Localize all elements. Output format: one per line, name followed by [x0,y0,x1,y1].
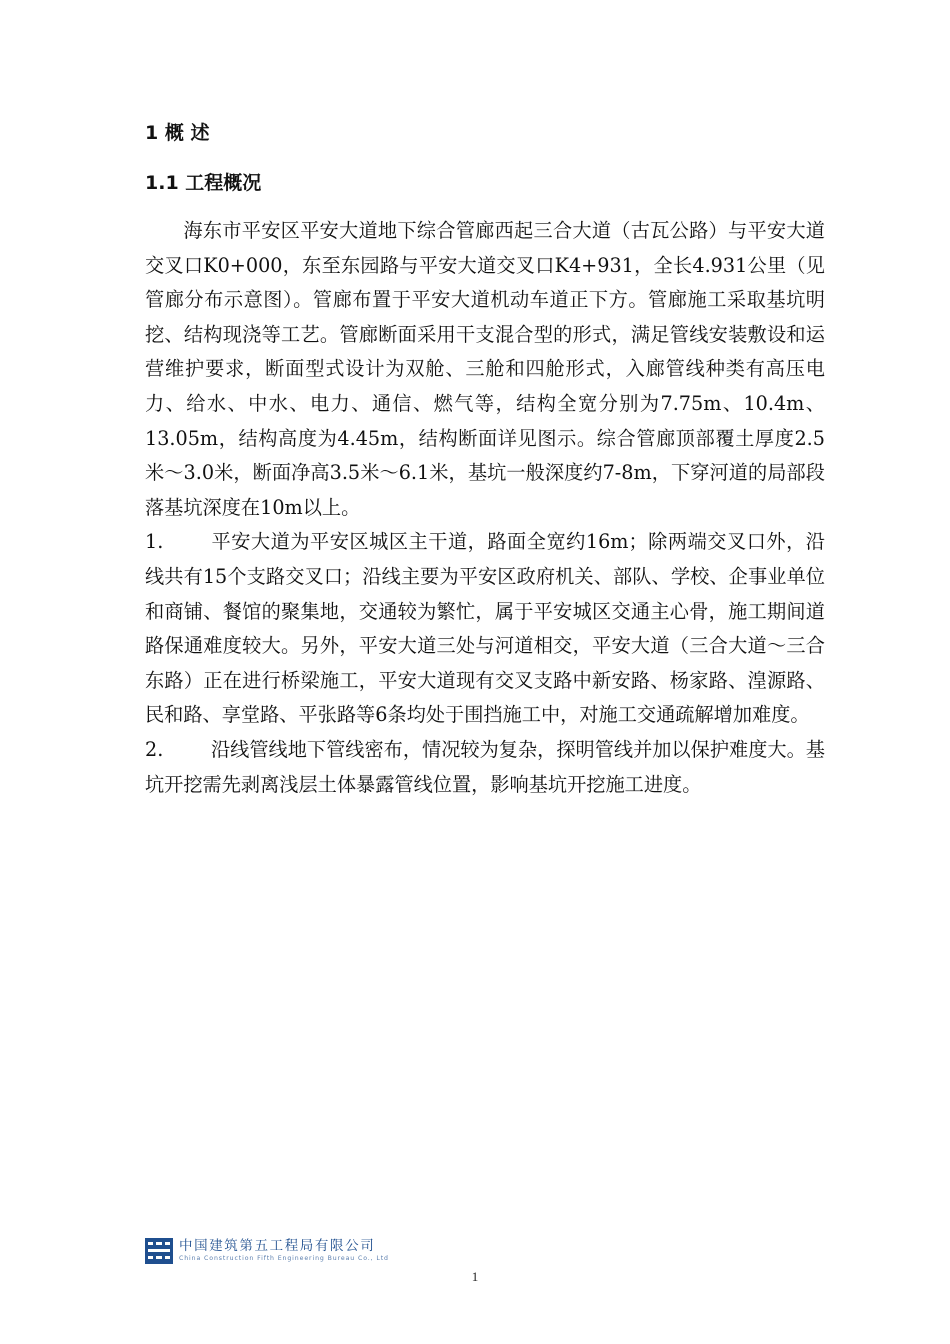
overview-paragraph: 海东市平安区平安大道地下综合管廊西起三合大道（古瓦公路）与平安大道交叉口K0+000，东至东园路与平安大道交叉口K4+931，全长4.931公里（见管廊分布示意图）。管廊布置于平安大道机动车道正下方。管廊施工采取基坑明挖、结构现浇等工艺。管廊断面采用干支混合型的形式，满足管线安装敷设和运营维护要求，断面型式设计为双舱、三舱和四舱形式，入廊管线种类有高压电力、给水、中水、电力、通信、燃气等，结构全宽分别为7.75m、10.4m、13.05m，结构高度为4.45m，结构断面详见图示。综合管廊顶部覆土厚度2.5米～3.0米，断面净高3.5米～6.1米，基坑一般深度约7-8m，下穿河道的局部段落基坑深度在10m以上。 [145,219,825,519]
cscec-logo-icon [145,1238,173,1264]
chapter-heading: 1 概 述 [145,122,210,144]
company-name-cn: 中国建筑第五工程局有限公司 [179,1238,376,1254]
page-number: 1 [471,1269,479,1284]
list-item-text: 沿线管线地下管线密布，情况较为复杂，探明管线并加以保护难度大。基坑开挖需先剥离浅层土体暴露管线位置，影响基坑开挖施工进度。 [145,737,825,796]
list-item-number: 1. [145,530,164,554]
list-item-text: 平安大道为平安区城区主干道，路面全宽约16m；除两端交叉口外，沿线共有15个支路交叉口；沿线主要为平安区政府机关、部队、学校、企事业单位和商铺、餐馆的聚集地，交通较为繁忙，属于平安城区交通主心骨，施工期间道路保通难度较大。另外，平安大道三处与河道相交，平安大道（三合大道～三合东路）正在进行桥梁施工，平安大道现有交叉支路中新安路、杨家路、湟源路、民和路、享堂路、平张路等6条均处于围挡施工中，对施工交通疏解增加难度。 [145,530,825,727]
company-name-en: China Construction Fifth Engineering Bureau Co., Ltd [179,1255,389,1262]
document-body [145,118,825,802]
list-item [145,525,825,733]
section-heading: 1.1 工程概况 [145,172,262,194]
company-footer [145,1238,389,1264]
list-item-number: 2. [145,737,164,761]
list-item [145,733,825,802]
company-name [179,1238,389,1263]
